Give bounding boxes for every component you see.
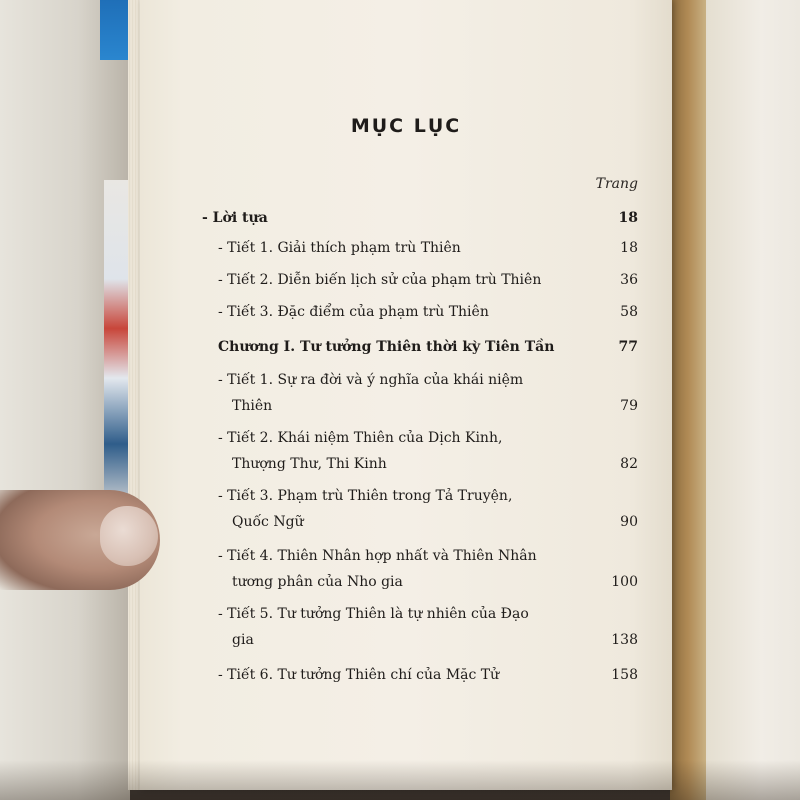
toc-entry <box>218 367 638 419</box>
page-title: MỤC LỤC <box>350 115 462 137</box>
toc-entry <box>218 299 638 325</box>
toc-entry <box>218 483 638 535</box>
toc-entry-page: 58 <box>620 304 638 320</box>
toc-entry <box>218 267 638 293</box>
toc-entry-page: 90 <box>620 514 638 530</box>
toc-entry-text: - Tiết 2. Khái niệm Thiên của Dịch Kinh, <box>218 430 503 446</box>
background-books-left <box>0 0 130 800</box>
toc-entry-text: - Tiết 3. Phạm trù Thiên trong Tả Truyện, <box>218 488 513 504</box>
toc-entry-text-continued: tương phân của Nho gia <box>232 574 403 590</box>
background-table-right <box>670 0 800 800</box>
toc-entry-page: 77 <box>618 339 638 355</box>
toc-entry-text: - Tiết 5. Tư tưởng Thiên là tự nhiên của Đạo <box>218 606 529 622</box>
book-cover-edge <box>670 0 706 800</box>
toc-entry <box>218 425 638 477</box>
toc-entry-text: Chương I. Tư tưởng Thiên thời kỳ Tiên Tần <box>218 339 555 355</box>
toc-entry-text-continued: Thiên <box>232 398 273 414</box>
toc-entry-text-continued: gia <box>232 632 254 648</box>
toc-entry-page: 18 <box>618 210 638 226</box>
toc-entry <box>202 205 638 231</box>
toc-entry-page: 36 <box>620 272 638 288</box>
toc-entry-text-continued: Quốc Ngữ <box>232 514 304 530</box>
toc-entry-page: 79 <box>620 398 638 414</box>
toc-entry-page: 18 <box>620 240 638 256</box>
toc-entry-page: 138 <box>611 632 638 648</box>
toc-entry <box>218 543 638 595</box>
toc-entry-page: 100 <box>611 574 638 590</box>
toc-entry-page: 158 <box>611 667 638 683</box>
toc-entry <box>218 601 638 653</box>
toc-entry-text-continued: Thượng Thư, Thi Kinh <box>232 456 387 472</box>
bottom-shadow <box>0 760 800 800</box>
thumbnail <box>100 506 158 566</box>
page-column-label: Trang <box>595 176 638 192</box>
book-spines <box>104 180 130 510</box>
toc-entry-text: - Lời tựa <box>202 210 268 226</box>
toc-entry <box>218 662 638 688</box>
toc-entry <box>218 334 638 360</box>
toc-entry-text: - Tiết 2. Diễn biến lịch sử của phạm trù Thiên <box>218 272 542 288</box>
toc-entry-text: - Tiết 1. Sự ra đời và ý nghĩa của khái niệm <box>218 372 524 388</box>
toc-entry-page: 82 <box>620 456 638 472</box>
toc-entry <box>218 235 638 261</box>
toc-entry-text: - Tiết 1. Giải thích phạm trù Thiên <box>218 240 461 256</box>
toc-entry-text: - Tiết 4. Thiên Nhân hợp nhất và Thiên Nhân <box>218 548 537 564</box>
book-page <box>140 0 672 790</box>
toc-entry-text: - Tiết 6. Tư tưởng Thiên chí của Mặc Tử <box>218 667 500 683</box>
toc-entry-text: - Tiết 3. Đặc điểm của phạm trù Thiên <box>218 304 489 320</box>
